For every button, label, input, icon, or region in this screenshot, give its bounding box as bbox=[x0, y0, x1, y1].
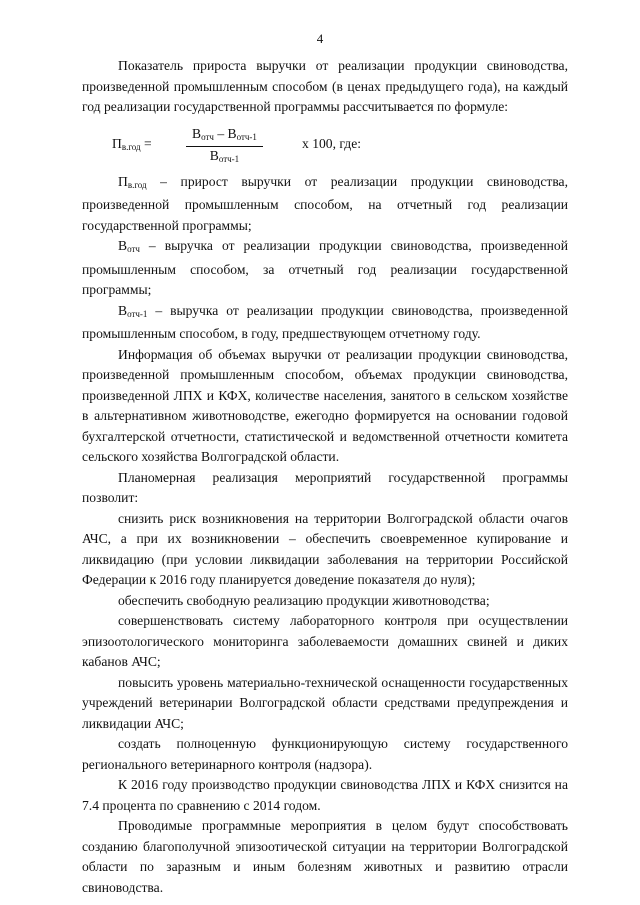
paragraph-2016-forecast: К 2016 году производство продукции свиноводства ЛПХ и КФХ снизится на 7.4 процента по сравнению с 2014 годом. bbox=[82, 777, 568, 813]
list-item: повысить уровень материально-технической оснащенности государственных учреждений ветеринарии Волгоградской области средствами предупреждения и ликвидации АЧС; bbox=[82, 674, 568, 731]
definition-revenue bbox=[82, 236, 568, 301]
definition-revenue-prev bbox=[82, 301, 568, 345]
formula-numerator bbox=[186, 125, 263, 147]
definition-growth-text: – прирост выручки от реализации продукции свиноводства, произведенной промышленным способом, на отчетный год реализации государственной программы; bbox=[82, 173, 568, 233]
formula-denominator bbox=[186, 147, 263, 168]
definition-revenue-sub: отч bbox=[127, 244, 140, 254]
formula-lhs bbox=[112, 134, 152, 158]
list-item: создать полноценную функционирующую систему государственного регионального ветеринарного контроля (надзора). bbox=[82, 736, 568, 772]
formula bbox=[112, 125, 568, 164]
formula-num-a: В bbox=[192, 125, 202, 141]
paragraph-planned: Планомерная реализация мероприятий государственной программы позволит: bbox=[82, 469, 568, 505]
paragraph-conclusion: Проводимые программные мероприятия в целом будут способствовать созданию благополучной эпизоотической ситуации на территории Волгоградской области по заразным и иным болезням животных и развитию отрасли свиноводства. bbox=[82, 818, 568, 895]
formula-lhs-symbol: П bbox=[112, 135, 122, 151]
definition-revenue-prev-sub: отч-1 bbox=[127, 308, 148, 319]
definition-growth-symbol: П bbox=[118, 173, 128, 189]
list-item: совершенствовать систему лабораторного контроля при осуществлении эпизоотологического мониторинга заболеваемости домашних свиней и диких кабанов АЧС; bbox=[82, 613, 568, 669]
formula-den-sub: отч-1 bbox=[218, 153, 240, 164]
page-number: 4 bbox=[316, 31, 324, 46]
paragraph-information: Информация об объемах выручки от реализации продукции свиноводства, произведенной промышленным способом, объемах продукции свиноводства, произведенной ЛПХ и КФХ, количестве населения, занятого в сельском хозяйстве в альтернативном животноводстве, ежегодно формируется на основании годовой бухгалтерской отчетности, статистической и ведомственной отчетности комитета сельского хозяйства Волгоградской области. bbox=[82, 346, 568, 464]
formula-num-b-sub: отч-1 bbox=[236, 131, 257, 142]
definition-growth-sub: в.год bbox=[127, 179, 147, 190]
formula-minus: – bbox=[213, 125, 228, 141]
formula-rhs: x 100, где: bbox=[302, 135, 362, 151]
formula-eq: = bbox=[144, 135, 152, 151]
definition-revenue-symbol: В bbox=[118, 238, 128, 253]
list-item: обеспечить свободную реализацию продукции животноводства; bbox=[118, 592, 490, 608]
formula-num-a-sub: отч bbox=[201, 131, 214, 142]
document-body bbox=[82, 56, 568, 898]
formula-fraction bbox=[186, 125, 263, 168]
definition-revenue-prev-symbol: В bbox=[118, 302, 128, 318]
formula-den: В bbox=[209, 147, 219, 163]
formula-lhs-sub: в.год bbox=[121, 141, 141, 152]
definition-revenue-text: – выручка от реализации продукции свиноводства, произведенной промышленным способом, за отчетный год реализации государственной программы; bbox=[82, 238, 568, 297]
definition-revenue-prev-text: – выручка от реализации продукции свиноводства, произведенной промышленным способом, в году, предшествующем отчетному году. bbox=[82, 302, 568, 341]
list-item: снизить риск возникновения на территории Волгоградской области очагов АЧС, а при их возникновении – обеспечить своевременное купирование и ликвидацию (при условии ликвидации заболевания на территории Российской Федерации к 2016 году планируется доведение показателя до нуля); bbox=[82, 510, 568, 587]
definition-growth bbox=[82, 172, 568, 237]
formula-num-b: В bbox=[227, 125, 237, 141]
paragraph-indicator-intro: Показатель прироста выручки от реализации продукции свиноводства, произведенной промышленным способом (в ценах предыдущего года), на каждый год реализации государственной программы рассчитывается по формуле: bbox=[82, 58, 568, 114]
